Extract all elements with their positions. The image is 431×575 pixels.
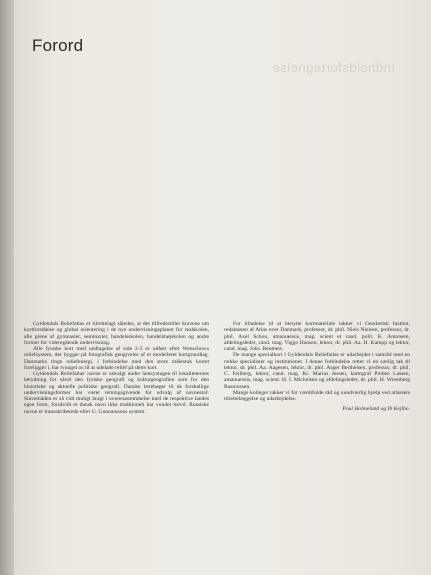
book-page bbox=[14, 0, 431, 575]
paragraph: Alle fysiske kort med undtagelse af side 2-3 er udført efter Wenschows reliefsystem, der bygger på fotografisk gengivelse af et modelleret kortgrundlag. Danmarks ringe reliefenergi, i forbindelse med den store målestok kortet foreligger i, har tvunget os til at udelade relief på dette kort. bbox=[24, 346, 209, 371]
paragraph: Mange kolleger takker vi for værdifulde råd og uundværlig hjælp ved atlassets tilrettelæggelse og udarbejdelse. bbox=[224, 389, 410, 402]
paragraph: For tilladelse til at benytte kortmateriale takker vi Geodætisk Institut, redaktøren af Atlas over Danmark, professor, dr. phil. Niels Nielsen, professor, dr. phil. Axel Schou, amanuensis, mag. scient et cand. polit. K. Antonsen, afdelingsleder, cand. mag. Viggo Hansen, lektor, dr. phil. Aa. H. Kampp og lektor, cand. mag. Johs. Reumert. bbox=[224, 321, 410, 352]
show-through-text: Indholdsfortegnelse bbox=[272, 60, 395, 75]
paragraph: De mange specialkort i Gyldendals Reliefatlas er udarbejdet i samråd med en række specialister og institutioner. I denne forbindelse retter vi en særlig tak til lektor, dr. phil. Aa. Aagesen, lektor, dr. phil. Asger Berthelsen, professor, dr. phil. C. Feilberg, lektor, cand. mag. Kr. Marius Jessen, kartograf Preben Lassen, amanuensis, mag. scient. H. I. Michelsen og afdelingsleder, dr. phil. H. Wiemberg Rasmussen. bbox=[224, 352, 410, 390]
left-text-column bbox=[24, 321, 209, 415]
book-spine-shadow bbox=[0, 0, 14, 575]
page-title: Forord bbox=[32, 36, 84, 55]
right-text-column bbox=[224, 321, 410, 413]
paragraph: Gyldendals Reliefatlas' navne er udvalgt under hensyntagen til lokaliteternes betydning for såvel den fysiske geografi og kulturgeografien som for den historiske og aktuelle politiske geografi. Danske lærebøger til de forskellige undervisningsformer har været retningsgivende for udvalg af navnestof. Stavemåden er så vidt muligt bragt i overensstemmelse med de respektive landes egen form, forsåvidt et dansk navn ikke traditionelt har vundet hævd. Russiske navne er transskriberede efter G. Gunnarssons system. bbox=[24, 371, 209, 415]
paragraph: Gyldendals Reliefatlas er tilrettelagt således, at det tilfredsstiller kravene om kortforståelse og global orientering i de nye undervisningsplaner for realskolen, alle grene af gymnasiet, seminariet, handelsskolen, handelshøjskolen og andre former for videregående undervisning. bbox=[24, 321, 209, 346]
signature: Poul Holmelund og Ib Kejlbo. bbox=[342, 406, 410, 413]
